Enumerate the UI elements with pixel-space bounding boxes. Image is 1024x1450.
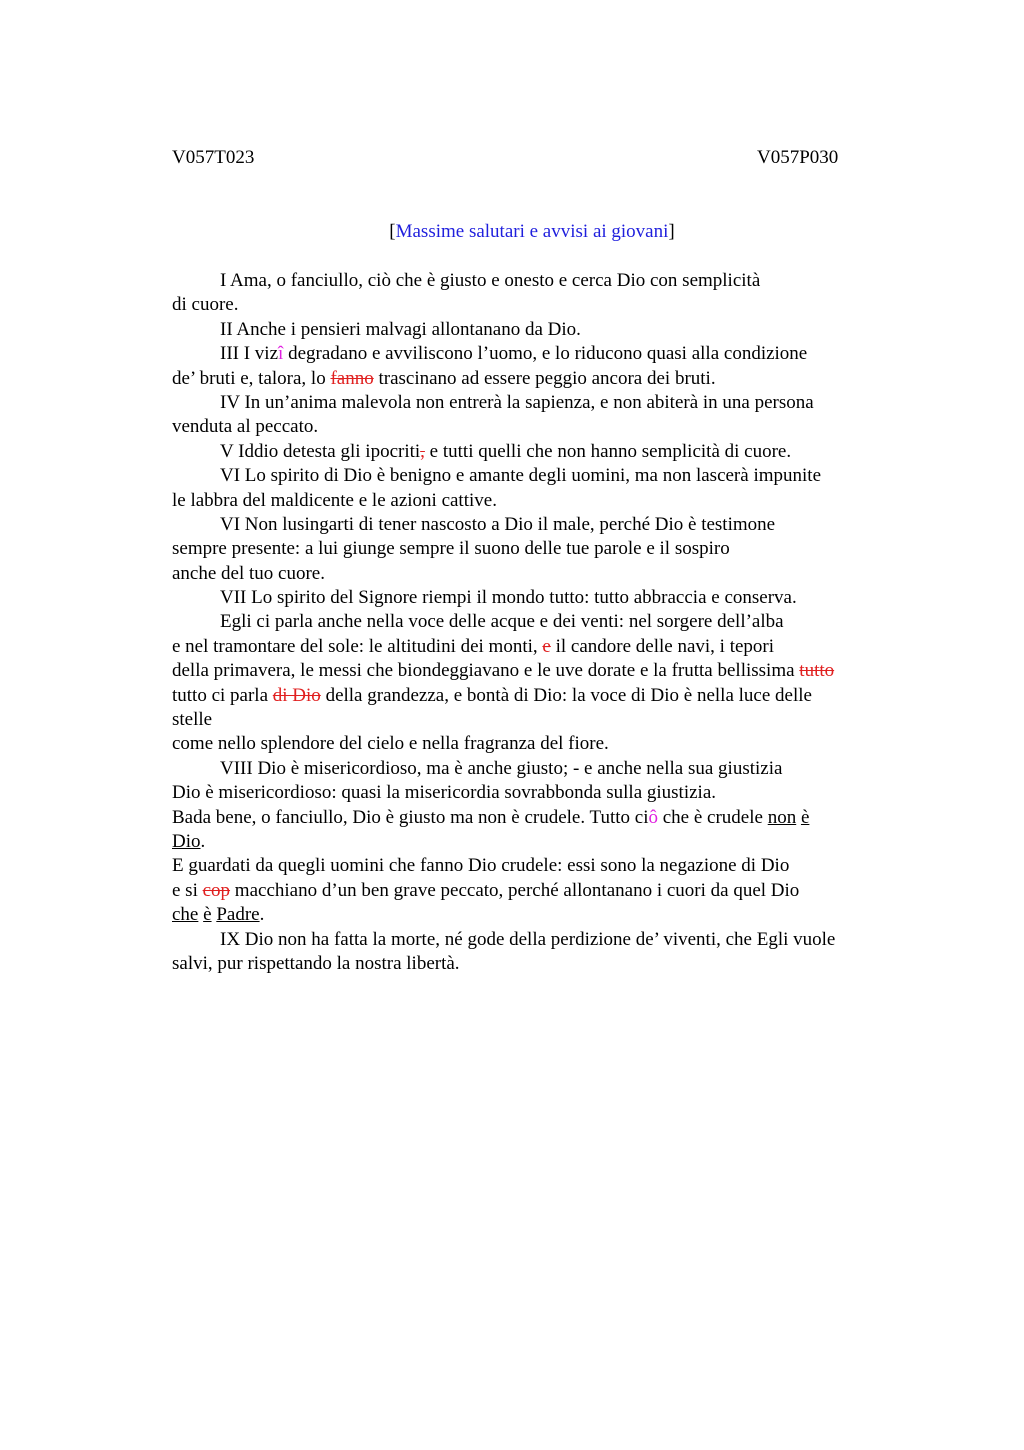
document-code-right: V057P030 xyxy=(757,147,839,168)
text-line xyxy=(172,732,902,756)
text-segment: V Iddio detesta gli ipocriti xyxy=(220,440,421,462)
text-line xyxy=(172,928,902,952)
text-line xyxy=(172,830,902,854)
document-body xyxy=(172,269,902,976)
text-segment: I Ama, o fanciullo, ciò che è giusto e onesto e cerca Dio con semplicità xyxy=(220,270,761,291)
text-line xyxy=(172,318,902,342)
text-segment: di cuore. xyxy=(172,294,239,316)
deleted-text: tutto xyxy=(799,660,835,682)
text-segment: . xyxy=(200,830,206,852)
text-segment: IX Dio non ha fatta la morte, né gode della perdizione de’ viventi, che Egli vuole xyxy=(220,928,836,950)
text-line xyxy=(172,464,902,488)
text-line xyxy=(172,342,902,366)
deleted-text: cop xyxy=(202,879,231,901)
text-segment: Dio è misericordioso: quasi la misericordia sovrabbonda sulla giustizia. xyxy=(172,782,717,804)
text-line xyxy=(172,489,902,513)
text-segment: tutto ci parla xyxy=(172,684,273,706)
deleted-text: fanno xyxy=(330,367,374,389)
underlined-text: Padre xyxy=(216,904,260,926)
text-segment: IV In un’anima malevola non entrerà la sapienza, e non abiterà in una persona xyxy=(220,391,814,413)
text-segment: che è crudele xyxy=(657,806,768,828)
deleted-text: e xyxy=(542,635,551,657)
text-segment: Egli ci parla anche nella voce delle acque e dei venti: nel sorgere dell’alba xyxy=(220,611,784,633)
title-close-bracket: ] xyxy=(668,221,675,242)
text-line xyxy=(172,586,902,610)
inserted-accent: ô xyxy=(648,806,658,828)
text-segment: . xyxy=(259,904,265,926)
text-line xyxy=(172,903,902,927)
text-segment: salvi, pur rispettando la nostra libertà. xyxy=(172,952,460,974)
text-line xyxy=(172,635,902,659)
text-segment: della primavera, le messi che biondeggiavano e le uve dorate e la frutta bellissima xyxy=(172,660,800,682)
text-segment: il candore delle navi, i tepori xyxy=(550,635,775,657)
title-text: Massime salutari e avvisi ai giovani xyxy=(395,221,669,242)
text-segment: e nel tramontare del sole: le altitudini dei monti, xyxy=(172,635,543,657)
text-segment: macchiano d’un ben grave peccato, perché allontanano i cuori da quel Dio xyxy=(230,879,800,901)
text-segment: le labbra del maldicente e le azioni cattive. xyxy=(172,489,497,511)
text-segment: e si xyxy=(172,879,203,901)
text-segment: VIII Dio è misericordioso, ma è anche giusto; - e anche nella sua giustizia xyxy=(220,757,783,779)
text-segment: E guardati da quegli uomini che fanno Dio crudele: essi sono la negazione di Dio xyxy=(172,855,790,877)
underlined-text: è xyxy=(800,806,810,828)
text-segment: III I viz xyxy=(220,343,279,365)
text-line xyxy=(172,952,902,976)
text-line xyxy=(172,610,902,634)
underlined-text: Dio xyxy=(172,830,201,852)
underlined-text: che xyxy=(172,904,199,926)
text-line xyxy=(172,367,902,391)
text-line xyxy=(172,659,902,683)
inserted-accent: î xyxy=(278,343,284,365)
text-segment: trascinano ad essere peggio ancora dei bruti. xyxy=(373,367,716,389)
text-line xyxy=(172,781,902,805)
page-title xyxy=(0,220,1024,244)
text-segment: VI Non lusingarti di tener nascosto a Dio il male, perché Dio è testimone xyxy=(220,513,776,535)
text-segment: della grandezza, e bontà di Dio: la voce di Dio è nella luce delle xyxy=(320,684,812,706)
text-segment: e tutti quelli che non hanno semplicità di cuore. xyxy=(424,440,792,462)
text-line xyxy=(172,562,902,586)
text-line xyxy=(172,415,902,439)
text-line xyxy=(172,854,902,878)
deleted-text: , xyxy=(420,440,425,462)
text-line xyxy=(172,537,902,561)
text-line xyxy=(172,440,902,464)
text-line xyxy=(172,708,902,732)
title-open-bracket: [ xyxy=(389,221,396,242)
document-code-left: V057T023 xyxy=(172,147,255,168)
text-segment: anche del tuo cuore. xyxy=(172,562,325,584)
text-segment: VI Lo spirito di Dio è benigno e amante degli uomini, ma non lascerà impunite xyxy=(220,465,821,487)
text-line xyxy=(172,684,902,708)
text-line xyxy=(172,293,902,317)
underlined-text: è xyxy=(203,904,212,926)
text-segment: stelle xyxy=(172,709,213,731)
text-segment: come nello splendore del cielo e nella fragranza del fiore. xyxy=(172,733,609,755)
text-segment: de’ bruti e, talora, lo xyxy=(172,367,331,389)
text-segment: Bada bene, o fanciullo, Dio è giusto ma non è crudele. Tutto ci xyxy=(172,806,649,828)
text-line xyxy=(172,757,902,781)
text-line xyxy=(172,391,902,415)
text-segment: degradano e avviliscono l’uomo, e lo riducono quasi alla condizione xyxy=(283,343,808,365)
text-segment: venduta al peccato. xyxy=(172,416,319,438)
deleted-text: di Dio xyxy=(272,684,321,706)
text-line xyxy=(172,513,902,537)
text-segment: II Anche i pensieri malvagi allontanano da Dio. xyxy=(220,318,581,340)
text-segment: VII Lo spirito del Signore riempi il mondo tutto: tutto abbraccia e conserva. xyxy=(220,587,797,609)
text-line xyxy=(172,269,902,293)
underlined-text: non xyxy=(767,806,797,828)
text-line xyxy=(172,806,902,830)
text-line xyxy=(172,879,902,903)
text-segment: sempre presente: a lui giunge sempre il suono delle tue parole e il sospiro xyxy=(172,538,730,560)
